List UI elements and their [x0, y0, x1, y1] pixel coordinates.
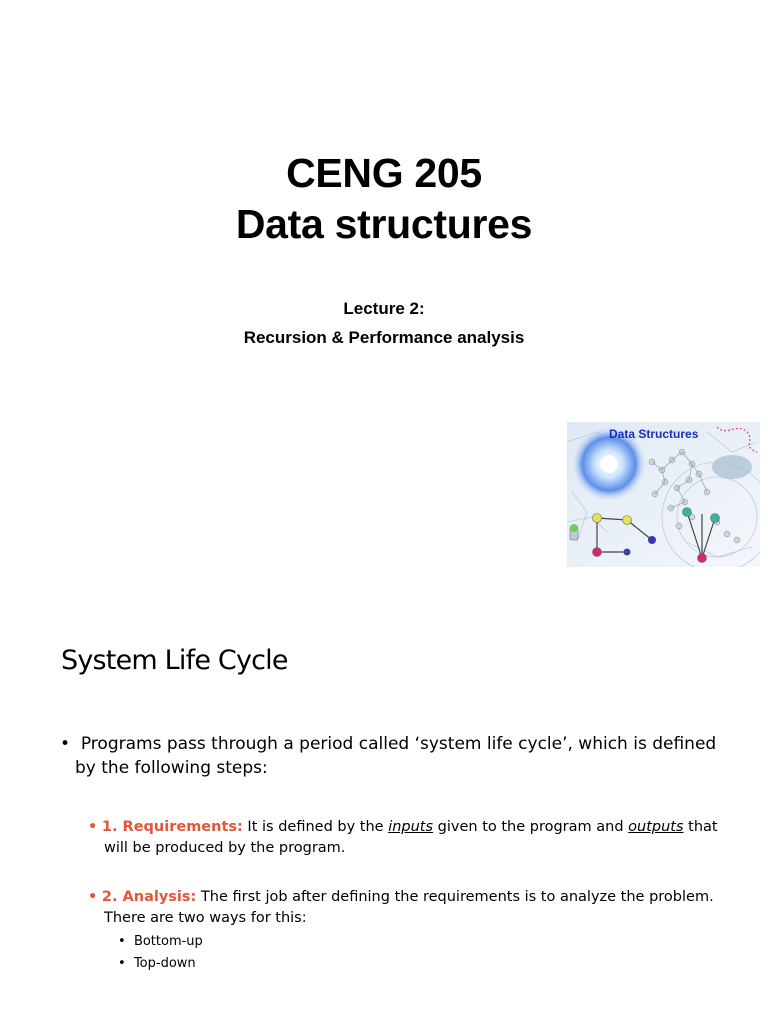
figure-caption: Data Structures: [609, 427, 699, 441]
lecture-number: Lecture 2:: [343, 299, 425, 318]
analysis-text: The first job after defining the requirements is to analyze the problem. There are two ways for this:: [104, 889, 714, 926]
requirements-text-a: It is defined by the: [242, 819, 389, 835]
data-structures-illustration: [567, 422, 760, 567]
lecture-topic: Recursion & Performance analysis: [243, 328, 525, 347]
course-title: Data structures: [235, 201, 533, 247]
bullet-life-cycle: • Programs pass through a period called ‘system life cycle’, which is defined by the following steps:: [60, 734, 717, 778]
analysis-label: 2. Analysis:: [101, 889, 197, 905]
requirements-text-b: given to the program and: [433, 819, 629, 835]
list-item: • Bottom-up: [118, 934, 203, 949]
bullet-requirements: • 1. Requirements: It is defined by the inputs given to the program and outputs that will be produced by the program.: [88, 819, 718, 856]
inputs-term: inputs: [388, 819, 434, 835]
data-structures-graphic: [567, 422, 760, 567]
requirements-text-c: that will be produced by the program.: [104, 819, 718, 856]
content-slide: [0, 600, 768, 1024]
outputs-term: outputs: [628, 819, 684, 835]
way-top-down: Top-down: [133, 956, 196, 971]
slide-heading: System Life Cycle: [61, 645, 288, 676]
list-item: • Top-down: [118, 956, 196, 971]
requirements-label: 1. Requirements:: [101, 819, 243, 835]
bullet-analysis: • 2. Analysis: The first job after defining the requirements is to analyze the problem. There are two ways for this:: [88, 889, 714, 926]
course-code: CENG 205: [286, 150, 482, 196]
bullet-life-cycle-text: Programs pass through a period called ‘system life cycle’, which is defined by the following steps:: [75, 734, 717, 778]
way-bottom-up: Bottom-up: [133, 934, 203, 949]
